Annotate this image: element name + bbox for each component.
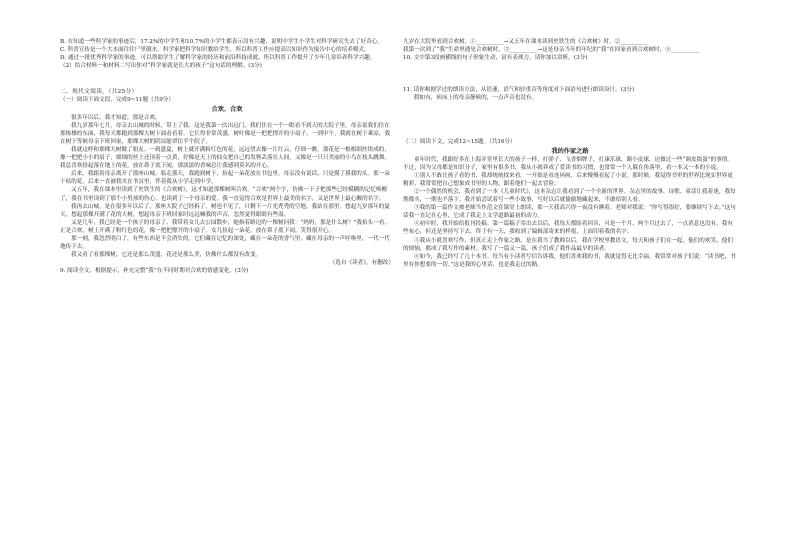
paragraph-5: 又五年，我在课本里读到了史铁生的《合欢树》，这才知道那棵树叫合欢。“合欢”两个字，仿佛一下子把那些已经模糊的记忆唤醒了，我在书里读到了那个小男孩的伤心，也读到了一个母亲的爱。我一直觉得合欢是世界上最美的名字，又是世界上最心酸的名字。: [60, 187, 388, 202]
right-paragraph-6: ⑤我从小就喜欢写作，但真正走上作家之路，是在我当了教师以后。我在学校里教语文，每天和孩子们在一起，他们的欢笑、他们的烦恼，都成了我写作的素材。我写了一篇又一篇，孩子们成了我作品最早的读者。: [403, 237, 733, 252]
paragraph-7: 又是几年，我已经是一个孩子的母亲了。我带着女儿去公园散步，她指着路边的一棵树问我：“妈妈，那是什么树？”我抬头一看，正是合欢。树上开满了粉红色的花，像一把把撑开的小扇子。女儿捡起一朵花，放在鼻子底下闻，笑得很开心。: [60, 219, 390, 234]
question-2: （2）结合材料一和材料二写出你对“科学家就是长大的孩子”这句话的理解。(3分): [60, 63, 262, 70]
fill-line-2: 我第一次到了“我”生命里遇见合欢树时，③__________→这是母亲当年的年纪的“我”在回家看到合欢树时，④__________: [403, 47, 699, 54]
fill-line-1: 九岁在大院里看到合欢树，①__________→又五年在课本读到史铁生的《合欢树》时，②__________: [403, 39, 649, 45]
paragraph-1: 很多年以后，我才知道，那是合欢。: [71, 114, 161, 121]
essay-title: 合欢、合欢: [211, 105, 243, 113]
left-column: [60, 38, 394, 275]
paragraph-9: 我又看了看那棵树，它还是那么茂盛，花还是那么美，仿佛什么都没有改变。: [71, 252, 262, 259]
right-paragraph-2: ①别人不敢让孩子看的书，我却统统找来看。一开始是看连环画，后来慢慢看起了小说。那时候，我觉得书里的世界比现实世界更精彩，我常常把自己想象成书里的人物，跟着他们一起去冒险。: [403, 172, 733, 187]
right-paragraph-5: ④初中时，我开始给报刊投稿。第一篇稿子寄出去以后，我每天都盼着回音，可是一个月、两个月过去了，一点消息也没有。我有些灰心，但还是坚持写下去。终于有一天，我收到了编辑部寄来的样报，上面印着我的名字。: [403, 221, 733, 236]
paragraph-4: 后来，我跟着母亲离开了那座山城。临走那天，我跑到树下，捡起一朵花放在书包里。母亲没有说话，只是摸了摸我的头。那一朵干枯的花，后来一直被我夹在书页里，伴着我从小学走到中学。: [60, 171, 390, 186]
essay-title-2: 我的作家之路: [551, 147, 589, 155]
question-9: 9. 阅读全文，根据提示，补充完整“我”在不同时期对合欢的情感变化。(3分): [60, 268, 249, 275]
paragraph-6: 我再去山城，是在很多年以后了。那座大院子已经拆了，树也不见了，只剩下一片光秃秃的空地。我站在那里，想起九岁那年的夏天，想起那棵开满了花的大树，想起母亲下班回家时远远喊我的声音，忽然觉得眼睛有些湿。: [60, 203, 390, 218]
subsection-title: （一）阅读下面文段，完成9~11题（共9分）: [60, 97, 175, 104]
right-paragraph-7: ⑥如今，我已经写了几十本书。每当有小读者写信告诉我，他们喜欢我的书，我就觉得无比幸福。我常常对孩子们说：“读书吧，书里有你想要的一切。”这是我的心里话，也是我走过的路。: [403, 253, 736, 268]
question-10: 10. 文中第3段画横线的句子形象生动，富有表现力，请你加以赏析。(3分): [403, 55, 588, 62]
right-paragraph-1: 童年时代，我跟好多在上海弄堂里长大的孩子一样，打弹子、飞香烟牌子，打康乐球，踢小皮球，还做过一些“调皮捣蛋”的事情。不过，因为父母都是知识分子，家里有很多书，我从小就养成了爱读书的习惯，也常常一个人躲在角落里，看一本又一本的小说。: [403, 156, 733, 171]
paragraph-3: 我就这样和那棵大树做了朋友。一到盛夏，树上就开满粉红色的花，远远望去像一片红云。仔细一瞧，那花是一根根细丝组成的，像一把把小小的扇子，细细的丝上还顶着一点黄，好像是天上的仙女把自己的发簪丢落在人间，又像是一只只美丽的小鸟在枝头跳舞。我总喜欢捡起落在地上的花，放在鼻子底下闻，那淡淡的香味总让我感到莫名的开心。: [60, 146, 391, 170]
source-note: （选自《读者》，有删改）: [329, 260, 394, 267]
section-title: 二、现代文阅读。（共25分）: [60, 89, 138, 96]
subsection-title-2: （二）阅读下文，完成12~15题。（共16分）: [403, 139, 516, 146]
paragraph-8: 那一刻，我忽然明白了，有些东西是不会消失的。它们藏在记忆的深处，藏在一朵花的香气里，藏在母亲的一声呼唤里，一代一代地传下去。: [60, 235, 390, 251]
option-c: C. 科普宣传是一个大水面往往尸里倒水，科学家把科学知识教给学生，所以科普工作应提高以知识作为报告中心的培养模式。: [60, 47, 370, 54]
option-d: D. 通过一批优秀科学家的事迹，可以帮助学生了解科学家的经历和前沿科技成就，所以科普工作提升了少年儿童培养科学兴趣。: [60, 55, 376, 62]
question-11: 11. 请你根据学过的朗读方法，从语速、语气和轻重音等角度对下面语句进行朗读设计。(3分): [403, 87, 635, 94]
option-b: B. 在知道一些科学家的事迹后，17.2%的中学生和10.7%的小学生都表示没有兴趣，说明中学生小学生对科学研究失去了好奇心。: [60, 39, 383, 45]
right-paragraph-3: ②一个偶然的机会，我看到了一本《儿童时代》，这本杂志让我看到了一个全新的世界。杂志里的故事、诗歌、童话让我着迷，我每期都买，一期也不落下。我开始尝试着写一些小故事，写好以后就偷偷地藏起来，不敢给别人看。: [403, 188, 736, 204]
paragraph-2: 我九岁那年七月，母亲去山城的时候，带上了我。这是我第一次出远门。我们住在一个一眼看不到天的大院子里，母亲说我们住在那栋楼的东面，我每天都跑到那棵大树下面看看着。它长得非常茂盛，树叶像是一把把撑开的小扇子，一到中午，我就在树下乘凉，我在树下等候母亲下班回家，那棵大树的阴凉能罩住半个院子。: [60, 122, 391, 145]
right-column: [403, 38, 737, 269]
question-11-quote: 假如有，病床上的母亲静候的，一点声音也没有。: [414, 95, 538, 102]
right-paragraph-4: ③我的第一篇作文被老师当作范文在课堂上朗读，那一天我高兴得一夜没有睡着。老师对我说：“你写得很好，要继续写下去。”这句话我一直记在心里，它成了我走上文学道路最初的动力。: [403, 205, 736, 220]
